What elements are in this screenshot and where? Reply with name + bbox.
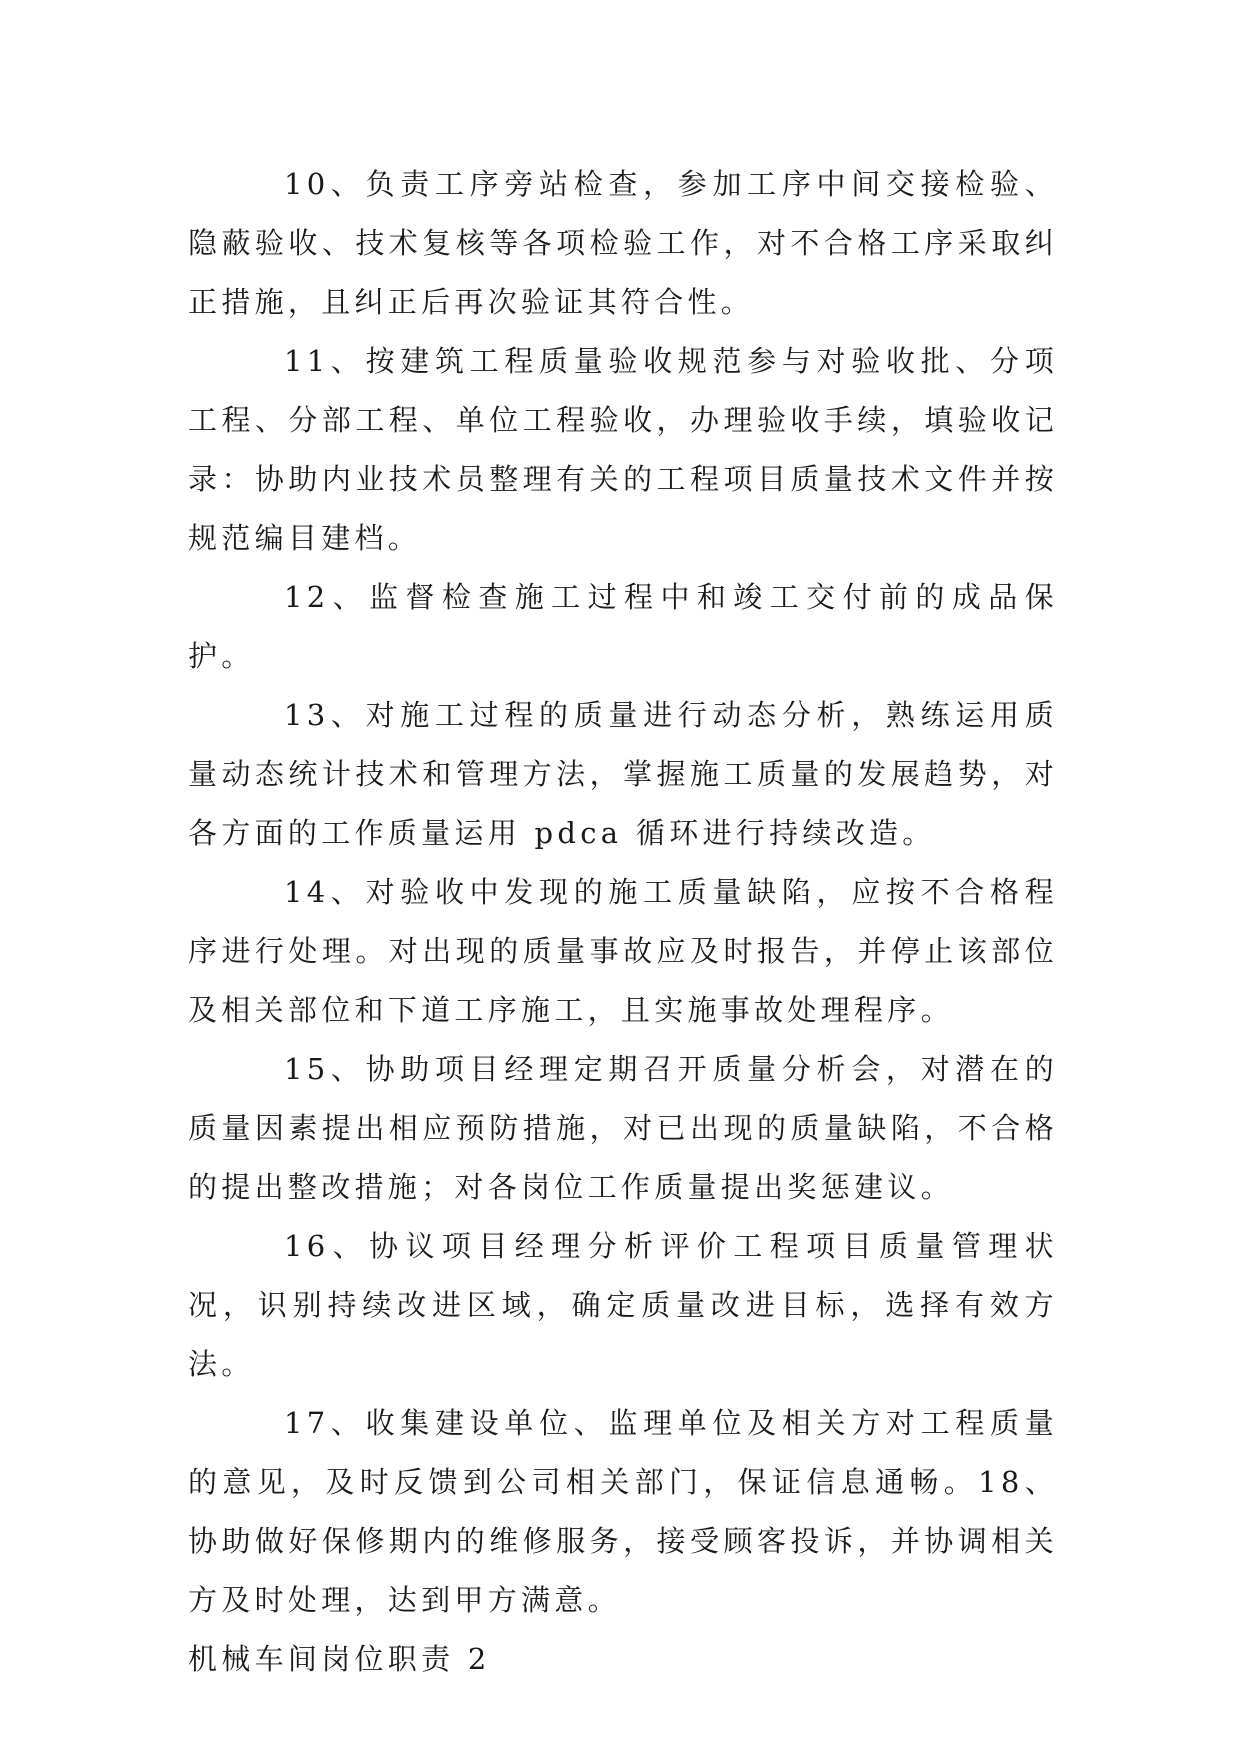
paragraph-item-15: 15、协助项目经理定期召开质量分析会，对潜在的质量因素提出相应预防措施，对已出现的质量缺陷，不合格的提出整改措施；对各岗位工作质量提出奖惩建议。 xyxy=(188,1052,1058,1204)
paragraph-item-16: 16、协议项目经理分析评价工程项目质量管理状况，识别持续改进区域，确定质量改进目标，选择有效方法。 xyxy=(188,1229,1058,1381)
paragraph-item-11: 11、按建筑工程质量验收规范参与对验收批、分项工程、分部工程、单位工程验收，办理验收手续，填验收记录：协助内业技术员整理有关的工程项目质量技术文件并按规范编目建档。 xyxy=(188,344,1058,555)
paragraph-item-12: 12、监督检查施工过程中和竣工交付前的成品保护。 xyxy=(188,580,1058,673)
paragraph-item-17: 17、收集建设单位、监理单位及相关方对工程质量的意见，及时反馈到公司相关部门，保证信息通畅。18、协助做好保修期内的维修服务，接受顾客投诉，并协调相关方及时处理，达到甲方满意。 xyxy=(188,1406,1058,1617)
section-heading: 机械车间岗位职责 2 xyxy=(188,1642,491,1676)
document-body xyxy=(188,155,1058,1689)
paragraph-item-14: 14、对验收中发现的施工质量缺陷，应按不合格程序进行处理。对出现的质量事故应及时报告，并停止该部位及相关部位和下道工序施工，且实施事故处理程序。 xyxy=(188,875,1058,1027)
paragraph-item-10: 10、负责工序旁站检查，参加工序中间交接检验、隐蔽验收、技术复核等各项检验工作，对不合格工序采取纠正措施，且纠正后再次验证其符合性。 xyxy=(188,167,1058,319)
paragraph-item-13: 13、对施工过程的质量进行动态分析，熟练运用质量动态统计技术和管理方法，掌握施工质量的发展趋势，对各方面的工作质量运用 pdca 循环进行持续改造。 xyxy=(188,698,1058,850)
